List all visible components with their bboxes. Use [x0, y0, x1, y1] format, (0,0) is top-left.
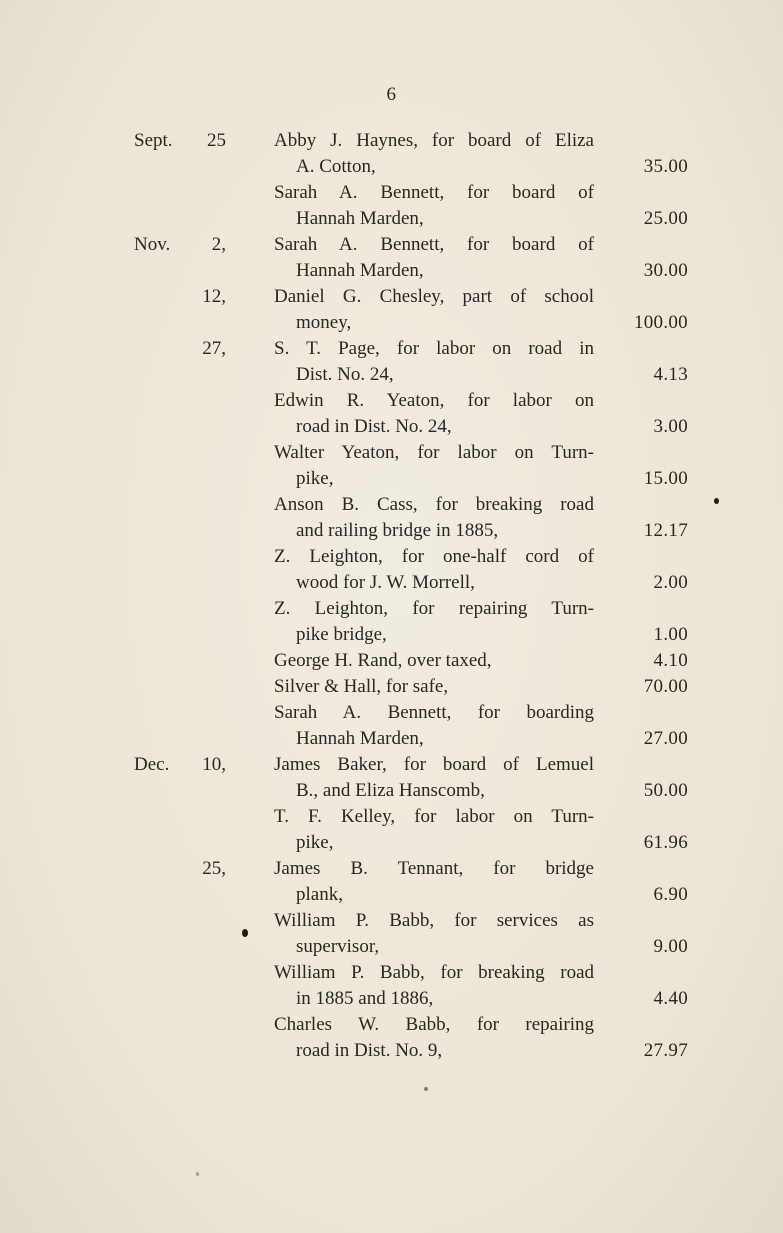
- entry-line: [0, 622, 783, 648]
- entry-description: A. Cotton,: [296, 156, 376, 177]
- ledger-entry: [0, 674, 783, 700]
- entry-line: [0, 648, 783, 674]
- entry-amount: 12.17: [643, 520, 688, 541]
- ledger-table: [0, 128, 783, 1064]
- entry-line: [0, 596, 783, 622]
- entry-line: [0, 128, 783, 154]
- entry-description: pike,: [296, 832, 334, 853]
- entry-description: Charles W. Babb, for repairing: [274, 1014, 594, 1035]
- entry-line: [0, 232, 783, 258]
- entry-amount: 4.13: [653, 364, 688, 385]
- entry-description: Hannah Marden,: [296, 208, 424, 229]
- ledger-entry: [0, 440, 783, 492]
- entry-description: Sarah A. Bennett, for boarding: [274, 702, 594, 723]
- entry-description: wood for J. W. Morrell,: [296, 572, 475, 593]
- entry-description: in 1885 and 1886,: [296, 988, 434, 1009]
- entry-description: Walter Yeaton, for labor on Turn-: [274, 442, 594, 463]
- entry-amount: 9.00: [653, 936, 688, 957]
- entry-day: 27,: [202, 338, 226, 359]
- ledger-entry: [0, 752, 783, 804]
- ledger-entry: [0, 128, 783, 180]
- entry-description: Silver & Hall, for safe,: [274, 676, 449, 697]
- entry-day: 25,: [202, 858, 226, 879]
- entry-line: [0, 154, 783, 180]
- entry-line: [0, 726, 783, 752]
- entry-line: [0, 284, 783, 310]
- entry-description: B., and Eliza Hanscomb,: [296, 780, 485, 801]
- entry-amount: 27.00: [643, 728, 688, 749]
- entry-description: pike bridge,: [296, 624, 387, 645]
- entry-month: Nov.: [134, 234, 171, 255]
- entry-line: [0, 492, 783, 518]
- entry-description: James B. Tennant, for bridge: [274, 858, 594, 879]
- entry-line: [0, 1038, 783, 1064]
- entry-line: [0, 960, 783, 986]
- entry-line: [0, 830, 783, 856]
- entry-line: [0, 466, 783, 492]
- entry-description: Daniel G. Chesley, part of school: [274, 286, 594, 307]
- entry-description: Z. Leighton, for one-half cord of: [274, 546, 594, 567]
- ink-speck: [196, 1172, 199, 1176]
- ledger-entry: [0, 1012, 783, 1064]
- entry-line: [0, 518, 783, 544]
- entry-amount: 50.00: [643, 780, 688, 801]
- entry-line: [0, 752, 783, 778]
- entry-amount: 1.00: [653, 624, 688, 645]
- entry-amount: 27.97: [643, 1040, 688, 1061]
- entry-description: S. T. Page, for labor on road in: [274, 338, 594, 359]
- entry-line: [0, 934, 783, 960]
- ledger-entry: [0, 596, 783, 648]
- entry-description: Dist. No. 24,: [296, 364, 394, 385]
- entry-amount: 4.40: [653, 988, 688, 1009]
- entry-line: [0, 544, 783, 570]
- entry-description: Sarah A. Bennett, for board of: [274, 234, 594, 255]
- ledger-entry: [0, 648, 783, 674]
- entry-amount: 3.00: [653, 416, 688, 437]
- entry-line: [0, 1012, 783, 1038]
- entry-line: [0, 882, 783, 908]
- entry-description: road in Dist. No. 9,: [296, 1040, 443, 1061]
- ledger-entry: [0, 908, 783, 960]
- ledger-entry: [0, 804, 783, 856]
- entry-description: money,: [296, 312, 352, 333]
- entry-line: [0, 336, 783, 362]
- entry-description: pike,: [296, 468, 334, 489]
- entry-line: [0, 856, 783, 882]
- ink-speck: [242, 929, 248, 937]
- entry-day: 10,: [202, 754, 226, 775]
- entry-description: supervisor,: [296, 936, 380, 957]
- entry-line: [0, 700, 783, 726]
- entry-day: 2,: [211, 234, 226, 255]
- entry-line: [0, 180, 783, 206]
- entry-description: Z. Leighton, for repairing Turn-: [274, 598, 594, 619]
- entry-amount: 100.00: [633, 312, 688, 333]
- ledger-entry: [0, 336, 783, 388]
- ledger-entry: [0, 856, 783, 908]
- entry-amount: 61.96: [643, 832, 688, 853]
- entry-line: [0, 258, 783, 284]
- entry-description: William P. Babb, for services as: [274, 910, 594, 931]
- ledger-entry: [0, 232, 783, 284]
- entry-line: [0, 570, 783, 596]
- entry-amount: 6.90: [653, 884, 688, 905]
- ledger-entry: [0, 284, 783, 336]
- page-number: 6: [386, 84, 397, 105]
- ledger-entry: [0, 700, 783, 752]
- entry-amount: 2.00: [653, 572, 688, 593]
- entry-description: Sarah A. Bennett, for board of: [274, 182, 594, 203]
- entry-month: Dec.: [134, 754, 170, 775]
- entry-line: [0, 908, 783, 934]
- entry-description: Anson B. Cass, for breaking road: [274, 494, 594, 515]
- entry-line: [0, 986, 783, 1012]
- entry-month: Sept.: [134, 130, 173, 151]
- entry-line: [0, 674, 783, 700]
- entry-description: James Baker, for board of Lemuel: [274, 754, 594, 775]
- entry-description: and railing bridge in 1885,: [296, 520, 499, 541]
- entry-description: George H. Rand, over taxed,: [274, 650, 492, 671]
- entry-amount: 70.00: [643, 676, 688, 697]
- entry-description: William P. Babb, for breaking road: [274, 962, 594, 983]
- entry-line: [0, 778, 783, 804]
- entry-amount: 35.00: [643, 156, 688, 177]
- entry-description: T. F. Kelley, for labor on Turn-: [274, 806, 594, 827]
- ledger-entry: [0, 492, 783, 544]
- entry-description: Hannah Marden,: [296, 728, 424, 749]
- entry-line: [0, 206, 783, 232]
- entry-day: 12,: [202, 286, 226, 307]
- entry-description: plank,: [296, 884, 343, 905]
- ink-speck: [714, 498, 719, 504]
- entry-amount: 25.00: [643, 208, 688, 229]
- ledger-entry: [0, 544, 783, 596]
- ledger-entry: [0, 388, 783, 440]
- entry-description: Abby J. Haynes, for board of Eliza: [274, 130, 594, 151]
- entry-line: [0, 388, 783, 414]
- entry-line: [0, 362, 783, 388]
- entry-line: [0, 440, 783, 466]
- entry-description: Hannah Marden,: [296, 260, 424, 281]
- ledger-entry: [0, 960, 783, 1012]
- entry-day: 25: [207, 130, 226, 151]
- entry-description: road in Dist. No. 24,: [296, 416, 452, 437]
- entry-line: [0, 804, 783, 830]
- entry-amount: 15.00: [643, 468, 688, 489]
- entry-amount: 30.00: [643, 260, 688, 281]
- ink-speck: [424, 1087, 428, 1091]
- entry-line: [0, 414, 783, 440]
- ledger-entry: [0, 180, 783, 232]
- entry-amount: 4.10: [653, 650, 688, 671]
- entry-description: Edwin R. Yeaton, for labor on: [274, 390, 594, 411]
- entry-line: [0, 310, 783, 336]
